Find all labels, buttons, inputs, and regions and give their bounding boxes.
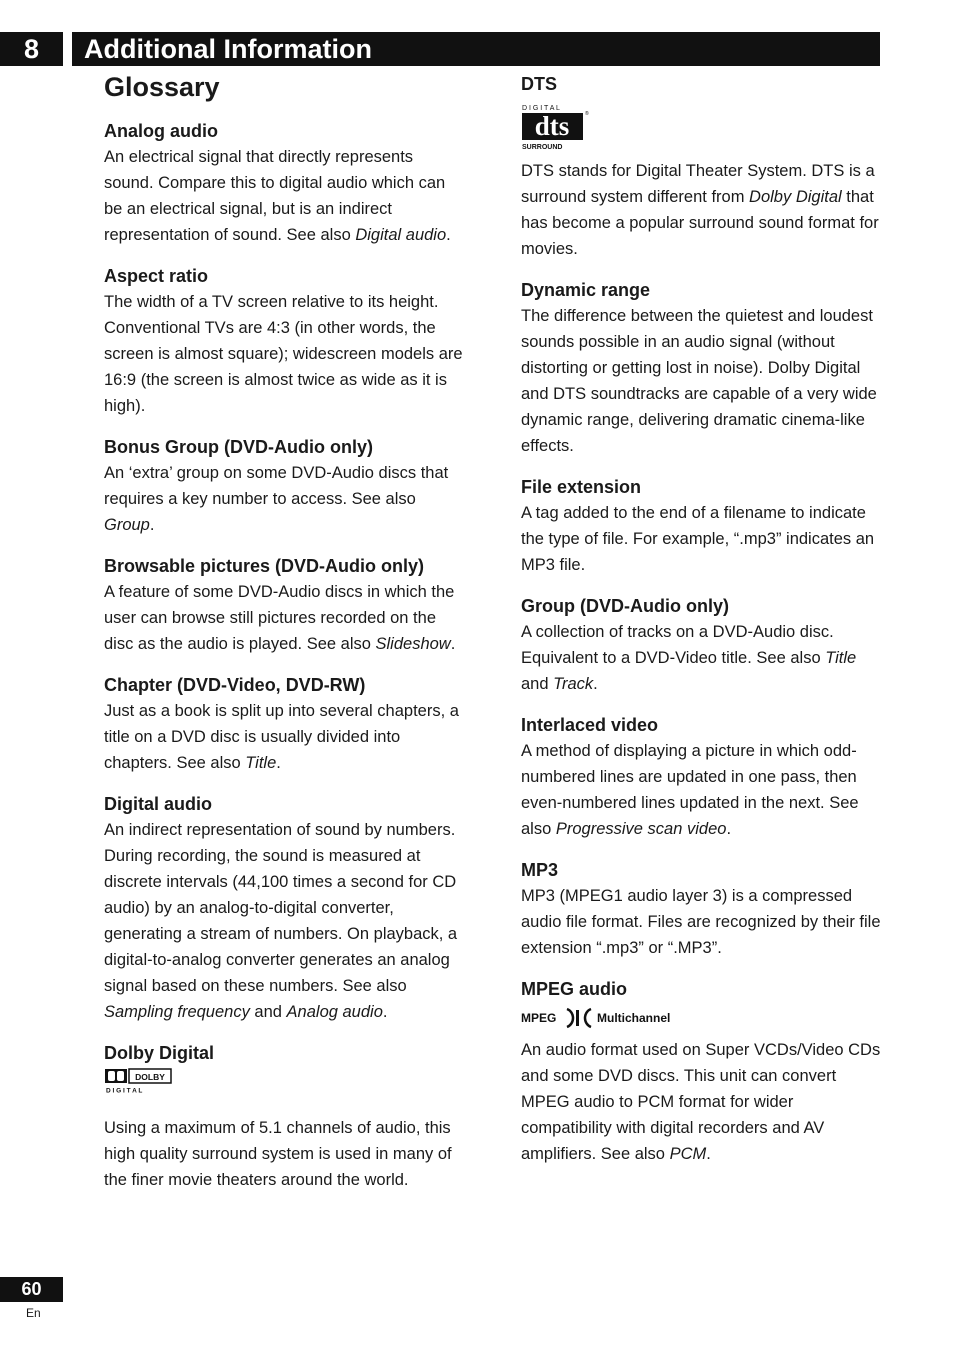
cross-reference: Slideshow <box>375 635 451 653</box>
glossary-definition <box>521 500 883 578</box>
cross-reference: Track <box>553 675 594 693</box>
svg-text:MPEG: MPEG <box>521 1011 557 1025</box>
definition-text: The difference between the quietest and loudest sounds possible in an audio signal (without distorting or getting lost in noise). Dolby Digital and DTS soundtracks are capable of a very wide dynamic range, delivering dramatic cinema-like effects. <box>521 307 877 455</box>
definition-text: An ‘extra’ group on some DVD-Audio discs that requires a key number to access. See also <box>104 464 449 508</box>
glossary-definition <box>104 817 466 1025</box>
definition-text: A collection of tracks on a DVD-Audio disc. Equivalent to a DVD-Video title. See also <box>521 623 834 667</box>
glossary-entry-bonus-group-dvd-audio-only <box>104 434 466 538</box>
glossary-term: Group (DVD-Audio only) <box>521 596 729 616</box>
definition-text: . <box>450 635 456 653</box>
glossary-term: DTS <box>521 74 557 94</box>
language-code: En <box>26 1306 41 1320</box>
glossary-entry-dolby-digital <box>104 1040 466 1193</box>
glossary-entry-group-dvd-audio-only <box>521 593 883 697</box>
definition-text: . <box>149 516 155 534</box>
glossary-definition <box>104 698 466 776</box>
definition-text: . <box>593 675 598 693</box>
cross-reference: Sampling frequency <box>104 1003 250 1021</box>
definition-text: An electrical signal that directly represents sound. Compare this to digital audio which can be an electrical signal, but is an indirect representation of sound. See also <box>104 148 446 244</box>
mpeg-multichannel-logo <box>521 1006 883 1035</box>
glossary-entry-mpeg-audio <box>521 976 883 1167</box>
definition-text: . <box>726 820 732 838</box>
dolby-digital-logo <box>104 1068 466 1099</box>
glossary-entry-analog-audio <box>104 118 466 248</box>
definition-text: and <box>521 675 554 693</box>
definition-text: that has become a popular surround sound format for movies. <box>521 188 879 258</box>
glossary-entry-interlaced-video <box>521 712 883 842</box>
glossary-term: Browsable pictures (DVD-Audio only) <box>104 556 425 576</box>
glossary-definition <box>521 303 883 459</box>
glossary-term: Analog audio <box>104 121 218 141</box>
glossary-term: Bonus Group (DVD-Audio only) <box>104 437 373 457</box>
cross-reference: Title <box>825 649 857 667</box>
glossary-entry-digital-audio <box>104 791 466 1025</box>
cross-reference: Analog audio <box>286 1003 383 1021</box>
glossary-definition <box>104 144 466 248</box>
glossary-definition <box>104 1115 466 1193</box>
glossary-definition <box>104 289 466 419</box>
chapter-number: 8 <box>0 32 63 66</box>
glossary-term: Aspect ratio <box>104 266 209 286</box>
glossary-entry-dts <box>521 71 883 262</box>
definition-text: A feature of some DVD-Audio discs in which the user can browse still pictures recorded on the disc as the audio is played. See also <box>104 583 455 653</box>
svg-text:dts: dts <box>534 111 570 141</box>
definition-text: The width of a TV screen relative to its height. Conventional TVs are 4:3 (in other words, the screen is almost square); widescreen models are 16:9 (the screen is almost twice as wide as it is high). <box>104 293 463 415</box>
glossary-entry-file-extension <box>521 474 883 578</box>
cross-reference: Progressive scan video <box>555 820 727 838</box>
definition-text: Using a maximum of 5.1 channels of audio, this high quality surround system is used in many of the finer movie theaters around the world. <box>104 1119 452 1189</box>
glossary-definition <box>521 883 883 961</box>
svg-text:®: ® <box>585 111 589 117</box>
glossary-term: Dolby Digital <box>104 1043 215 1063</box>
glossary-term: MP3 <box>521 860 559 880</box>
definition-text: DTS stands for Digital Theater System. DTS is a surround system different from <box>521 162 875 206</box>
svg-text:D I G I T A L: D I G I T A L <box>522 105 560 112</box>
left-column <box>104 118 466 1208</box>
svg-text:DOLBY: DOLBY <box>135 1072 165 1082</box>
cross-reference: Digital audio <box>355 226 447 244</box>
right-column <box>521 71 883 1182</box>
glossary-term: Digital audio <box>104 794 212 814</box>
definition-text: . <box>276 754 281 772</box>
definition-text: and <box>249 1003 287 1021</box>
glossary-entry-dynamic-range <box>521 277 883 459</box>
definition-text: A tag added to the end of a filename to indicate the type of file. For example, “.mp3” indicates an MP3 file. <box>521 504 875 574</box>
definition-text: A method of displaying a picture in which odd-numbered lines are updated in one pass, then even-numbered lines updated in the next. See also <box>521 742 859 838</box>
glossary-definition <box>521 1037 883 1167</box>
glossary-definition <box>104 579 466 657</box>
definition-text: MP3 (MPEG1 audio layer 3) is a compressed audio file format. Files are recognized by their file extension “.mp3” or “.MP3”. <box>521 887 881 957</box>
glossary-entry-mp3 <box>521 857 883 961</box>
glossary-definition <box>521 738 883 842</box>
dts-digital-surround-logo <box>521 103 883 156</box>
definition-text: . <box>706 1145 711 1163</box>
glossary-term: MPEG audio <box>521 979 628 999</box>
page-number: 60 <box>0 1277 63 1302</box>
svg-text:D I G I T A L: D I G I T A L <box>106 1087 143 1094</box>
definition-text: An indirect representation of sound by numbers. During recording, the sound is measured at discrete intervals (44,100 times a second for CD audio) by an analog-to-digital converter, generating a stream of numbers. On playback, a digital-to-analog converter generates an analog signal based on these numbers. See also <box>104 821 458 995</box>
glossary-term: Chapter (DVD-Video, DVD-RW) <box>104 675 366 695</box>
cross-reference: PCM <box>669 1145 707 1163</box>
chapter-title-bar <box>72 32 880 66</box>
glossary-entry-browsable-pictures-dvd-audio-only <box>104 553 466 657</box>
page-title: Glossary <box>104 72 220 102</box>
svg-text:Multichannel: Multichannel <box>597 1011 671 1025</box>
glossary-term: File extension <box>521 477 642 497</box>
chapter-title: Additional Information <box>84 33 372 64</box>
glossary-entry-chapter-dvd-video-dvd-rw <box>104 672 466 776</box>
definition-text: . <box>382 1003 388 1021</box>
glossary-definition <box>521 158 883 262</box>
glossary-term: Interlaced video <box>521 715 659 735</box>
glossary-definition <box>104 460 466 538</box>
svg-text:SURROUND: SURROUND <box>522 144 563 151</box>
definition-text: Just as a book is split up into several chapters, a title on a DVD disc is usually divided into chapters. See also <box>104 702 459 772</box>
cross-reference: Group <box>104 516 150 534</box>
definition-text: An audio format used on Super VCDs/Video CDs and some DVD discs. This unit can convert MPEG audio to PCM format for wider compatibility with digital recorders and AV amplifiers. See also <box>521 1041 881 1163</box>
glossary-definition <box>521 619 883 697</box>
definition-text: . <box>446 226 451 244</box>
cross-reference: Title <box>245 754 277 772</box>
glossary-entry-aspect-ratio <box>104 263 466 419</box>
glossary-term: Dynamic range <box>521 280 651 300</box>
cross-reference: Dolby Digital <box>749 188 842 206</box>
